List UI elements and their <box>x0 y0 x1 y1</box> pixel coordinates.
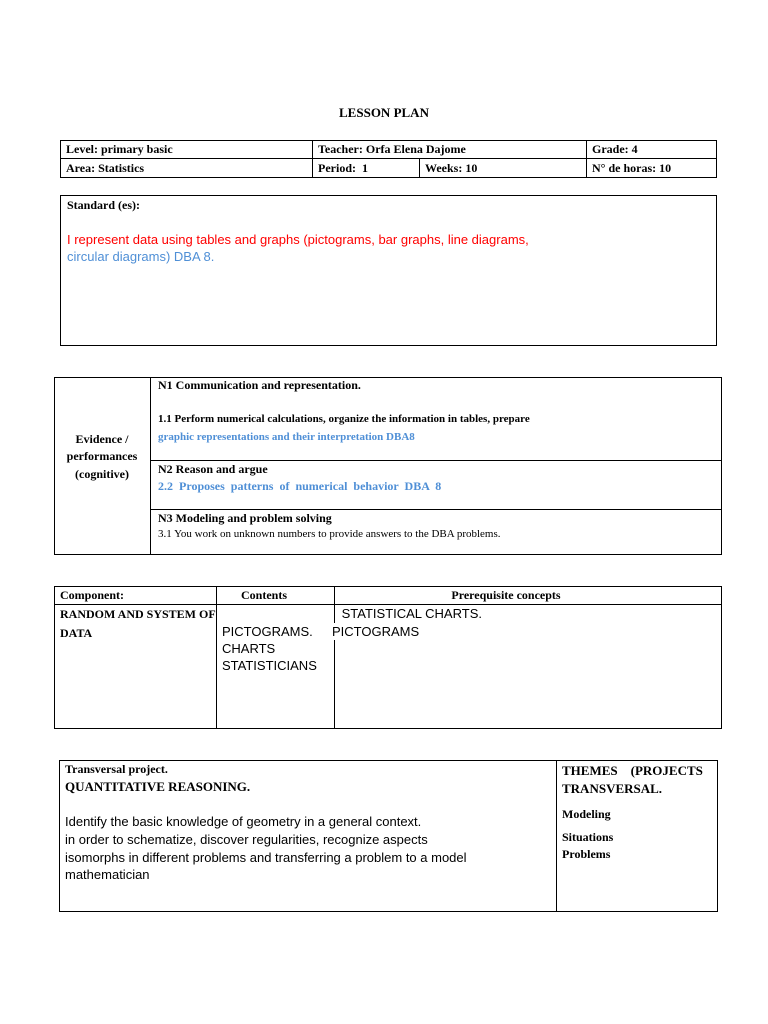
transversal-subtitle: QUANTITATIVE REASONING. <box>65 779 251 794</box>
component-line-1: RANDOM AND SYSTEM OF <box>60 607 216 621</box>
contents-item: PICTOGRAMS. <box>222 624 313 639</box>
evidence-label-3: (cognitive) <box>75 467 129 481</box>
n1-line-2: graphic representations and their interpretation DBA8 <box>158 431 415 443</box>
prerequisite-line-2: PICTOGRAMS <box>332 624 420 639</box>
standard-text-blue: circular diagrams) DBA 8. <box>67 249 215 264</box>
transversal-body-line: in order to schematize, discover regularities, recognize aspects <box>65 832 428 847</box>
level-cell: Level: primary basic <box>66 142 173 156</box>
themes-item: Situations <box>562 830 614 844</box>
weeks-cell: Weeks: 10 <box>425 161 478 175</box>
transversal-title: Transversal project. <box>65 762 168 776</box>
transversal-body-line: mathematician <box>65 867 150 882</box>
hours-cell: N° de horas: 10 <box>592 161 672 175</box>
evidence-label-1: Evidence / <box>75 432 129 446</box>
n2-title: N2 Reason and argue <box>158 462 268 476</box>
standard-box <box>60 195 717 346</box>
component-line-2: DATA <box>60 626 93 640</box>
themes-item: Modeling <box>562 807 611 821</box>
themes-line-2: TRANSVERSAL. <box>562 781 663 796</box>
transversal-body-line: Identify the basic knowledge of geometry in a general context. <box>65 814 422 829</box>
n1-title: N1 Communication and representation. <box>158 378 361 392</box>
page-title: LESSON PLAN <box>339 105 429 120</box>
n1-line-1: 1.1 Perform numerical calculations, organize the information in tables, prepare <box>158 413 530 425</box>
n3-title: N3 Modeling and problem solving <box>158 511 332 525</box>
standard-text-red: I represent data using tables and graphs (pictograms, bar graphs, line diagrams, <box>67 232 529 247</box>
standard-label: Standard (es): <box>67 198 141 212</box>
contents-item: STATISTICIANS <box>222 658 317 673</box>
contents-header: Contents <box>240 588 287 602</box>
themes-line-1: THEMES (PROJECTS <box>562 763 703 778</box>
teacher-cell: Teacher: Orfa Elena Dajome <box>318 142 466 156</box>
n3-text: 3.1 You work on unknown numbers to provide answers to the DBA problems. <box>158 528 501 540</box>
period-cell: Period: 1 <box>318 161 368 175</box>
area-cell: Area: Statistics <box>66 161 145 175</box>
component-header: Component: <box>60 588 125 602</box>
grade-cell: Grade: 4 <box>592 142 638 156</box>
themes-item: Problems <box>562 847 611 861</box>
prerequisite-line-1: STATISTICAL CHARTS. <box>338 606 482 621</box>
contents-item: CHARTS <box>222 641 276 656</box>
n2-text: 2.2 Proposes patterns of numerical behavior DBA 8 <box>158 479 442 493</box>
evidence-label-2: performances <box>66 449 138 463</box>
transversal-body-line: isomorphs in different problems and transferring a problem to a model <box>65 850 467 865</box>
prerequisite-header: Prerequisite concepts <box>451 588 561 602</box>
